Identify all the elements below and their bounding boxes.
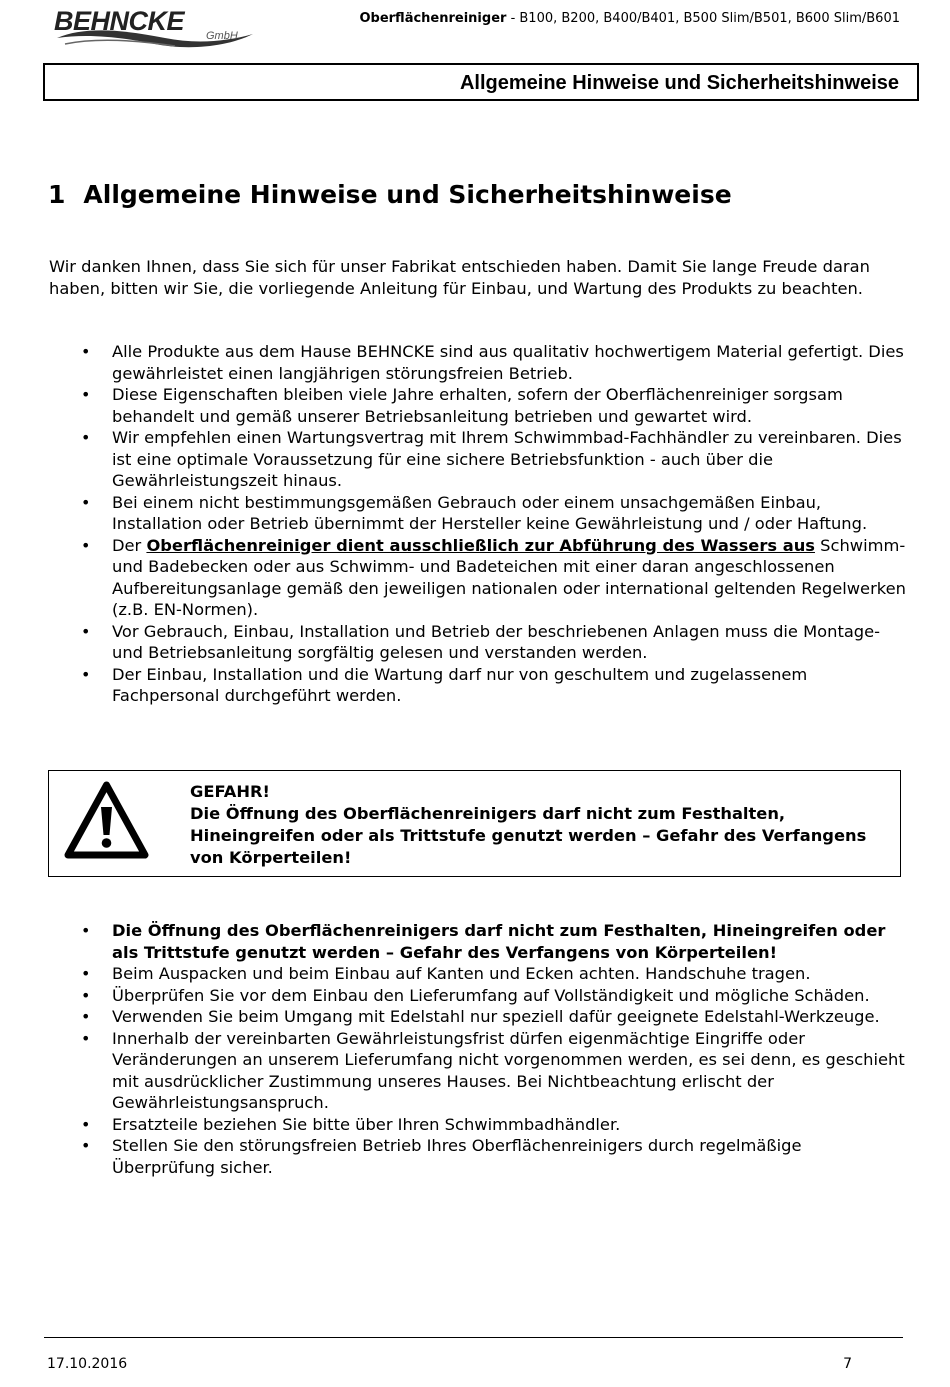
bullet-icon: •	[81, 428, 91, 447]
list-item: • Stellen Sie den störungsfreien Betrieb Ihres Oberflächenreinigers durch regelmäßige Überprüfung sicher.	[81, 1136, 802, 1177]
list-item: • Überprüfen Sie vor dem Einbau den Lieferumfang auf Vollständigkeit und mögliche Schäden.	[81, 985, 870, 1005]
list-item: • Bei einem nicht bestimmungsgemäßen Gebrauch oder einem unsachgemäßen Einbau, Installation oder Betrieb übernimmt der Hersteller keine Gewährleistung und / oder Haftung.	[81, 492, 868, 533]
list-item-intended-use: • Der Oberflächenreiniger dient ausschließlich zur Abführung des Wassers aus Schwimm- und Badebecken oder aus Schwimm- und Badeteichen mit einer daran angeschlossenen Aufbereitungsanlage gemäß den jeweiligen nationalen oder international geltenden Regelwerken (z.B. EN-Normen).	[81, 535, 906, 619]
list-item-bold: • Die Öffnung des Oberflächenreinigers darf nicht zum Festhalten, Hineingreifen oder als Trittstufe genutzt werden – Gefahr des Verfangens von Körperteilen!	[81, 921, 886, 962]
chapter-title: Allgemeine Hinweise und Sicherheitshinweise	[83, 180, 732, 209]
bullet-icon: •	[81, 985, 91, 1005]
intended-use-emphasis: Oberflächenreiniger dient ausschließlich zur Abführung des Wassers aus	[146, 535, 815, 555]
list-item: • Wir empfehlen einen Wartungsvertrag mit Ihrem Schwimmbad-Fachhändler zu vereinbaren. Dies ist eine optimale Voraussetzung für eine sichere Betriebsfunktion - auch über die Gewährleistungszeit hinaus.	[81, 428, 902, 490]
bullet-icon: •	[81, 1007, 91, 1026]
bullet-icon: •	[81, 964, 91, 983]
list-item: • Der Einbau, Installation und die Wartung darf nur von geschultem und zugelassenem Fachpersonal durchgeführt werden.	[81, 664, 808, 705]
bullet-icon: •	[81, 342, 91, 361]
list-item: • Alle Produkte aus dem Hause BEHNCKE sind aus qualitativ hochwertigem Material gefertigt. Dies gewährleistet einen langjährigen störungsfreien Betrieb.	[81, 342, 904, 383]
chapter-number: 1	[48, 180, 66, 209]
list-item: • Verwenden Sie beim Umgang mit Edelstahl nur speziell dafür geeignete Edelstahl-Werkzeuge.	[81, 1007, 880, 1026]
list-item: • Beim Auspacken und beim Einbau auf Kanten und Ecken achten. Handschuhe tragen.	[81, 964, 811, 983]
bullet-icon: •	[81, 621, 91, 641]
bullet-icon: •	[81, 535, 91, 555]
chapter-heading	[48, 180, 732, 209]
footer-divider	[44, 1337, 903, 1338]
header-product-name: Oberflächenreiniger	[359, 11, 507, 26]
safety-notes-list	[49, 920, 909, 1178]
general-notes-list	[49, 341, 909, 707]
header-product-models: - B100, B200, B400/B401, B500 Slim/B501, B600 Slim/B601	[506, 11, 900, 26]
bullet-icon: •	[81, 1136, 91, 1155]
bullet-icon: •	[81, 385, 91, 404]
section-header-box	[43, 63, 919, 101]
bullet-icon: •	[81, 1114, 91, 1134]
list-item: • Diese Eigenschaften bleiben viele Jahre erhalten, sofern der Oberflächenreiniger sorgsam behandelt und gemäß unserer Betriebsanleitung betrieben und gewartet wird.	[81, 385, 843, 426]
warning-text	[190, 781, 870, 869]
warning-body: Die Öffnung des Oberflächenreinigers darf nicht zum Festhalten, Hineingreifen oder als Trittstufe genutzt werden – Gefahr des Verfangens von Körperteilen!	[190, 804, 867, 867]
list-item: • Vor Gebrauch, Einbau, Installation und Betrieb der beschriebenen Anlagen muss die Montage- und Betriebsanleitung sorgfältig gelesen und verstanden werden.	[81, 621, 881, 662]
bullet-icon: •	[81, 664, 91, 684]
logo-wordmark: BEHNCKE	[54, 6, 185, 36]
warning-title: GEFAHR!	[190, 782, 270, 801]
bullet-icon: •	[81, 1028, 91, 1048]
danger-warning-box	[48, 770, 901, 877]
list-item: • Ersatzteile beziehen Sie bitte über Ihren Schwimmbadhändler.	[81, 1114, 621, 1134]
warning-triangle-icon	[64, 781, 149, 859]
section-header-title: Allgemeine Hinweise und Sicherheitshinweise	[459, 72, 899, 94]
footer-date: 17.10.2016	[47, 1356, 128, 1372]
bullet-icon: •	[81, 921, 91, 940]
intro-paragraph: Wir danken Ihnen, dass Sie sich für unser Fabrikat entschieden haben. Damit Sie lange Freude daran haben, bitten wir Sie, die vorliegende Anleitung für Einbau, und Wartung des Produkts zu beachten.	[49, 257, 870, 298]
logo-subtitle: GmbH	[206, 30, 238, 42]
header-product-line	[359, 11, 900, 26]
page-number: 7	[843, 1356, 852, 1372]
bullet-icon: •	[81, 492, 91, 512]
list-item: • Innerhalb der vereinbarten Gewährleistungsfrist dürfen eigenmächtige Eingriffe oder Veränderungen an unserem Lieferumfang nicht vorgenommen werden, es sei denn, es geschieht mit ausdrücklicher Zustimmung unseres Hauses. Bei Nichtbeachtung erlischt der Gewährleistungsanspruch.	[81, 1028, 905, 1112]
